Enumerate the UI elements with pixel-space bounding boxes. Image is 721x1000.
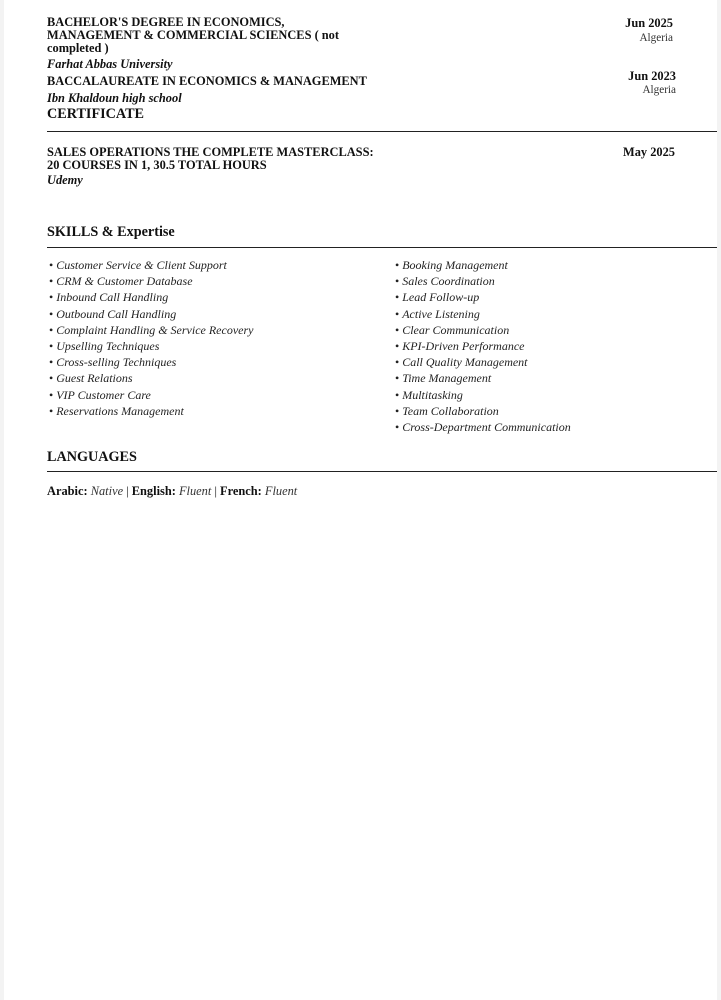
skills-divider [47,247,717,248]
certificate-heading: CERTIFICATE [47,106,144,122]
certificate-date: May 2025 [623,145,675,159]
certificate-divider [47,131,717,132]
skill-item: • Booking Management [395,257,695,273]
languages-line [47,484,297,498]
skill-item: • Customer Service & Client Support [49,257,369,273]
language-level: Native [90,484,124,498]
language-name: French: [220,484,262,498]
language-separator: | [126,484,129,498]
skill-item: • Active Listening [395,306,695,322]
skill-item: • Guest Relations [49,370,369,386]
education-2-location: Algeria [642,84,676,96]
skill-item: • VIP Customer Care [49,387,369,403]
education-1-institution: Farhat Abbas University [47,57,173,71]
skill-item: • Reservations Management [49,403,369,419]
skill-item: • CRM & Customer Database [49,273,369,289]
skill-item: • Complaint Handling & Service Recovery [49,322,369,338]
skill-item: • Upselling Techniques [49,338,369,354]
language-level: Fluent [178,484,212,498]
education-2-institution: Ibn Khaldoun high school [47,91,182,105]
certificate-title: SALES OPERATIONS THE COMPLETE MASTERCLASS: 20 COURSES IN 1, 30.5 TOTAL HOURS [47,145,374,172]
skill-item: • Outbound Call Handling [49,306,369,322]
skill-item: • Inbound Call Handling [49,289,369,305]
skills-heading: SKILLS & Expertise [47,224,175,240]
skill-item: • Team Collaboration [395,403,695,419]
language-separator: | [214,484,217,498]
skills-list-left [49,257,369,419]
skill-item: • Multitasking [395,387,695,403]
language-level: Fluent [264,484,298,498]
certificate-provider: Udemy [47,173,83,187]
education-1-location: Algeria [639,32,673,44]
languages-heading: LANGUAGES [47,449,137,465]
skills-list-right [395,257,695,435]
education-1-date: Jun 2025 [625,16,673,30]
education-2-degree-title: BACCALAUREATE IN ECONOMICS & MANAGEMENT [47,74,367,88]
skill-item: • Cross-Department Communication [395,419,695,435]
skill-item: • KPI-Driven Performance [395,338,695,354]
skill-item: • Clear Communication [395,322,695,338]
skill-item: • Cross-selling Techniques [49,354,369,370]
education-1-degree-title: BACHELOR'S DEGREE IN ECONOMICS, MANAGEMENT & COMMERCIAL SCIENCES ( not completed ) [47,15,340,55]
languages-divider [47,471,717,472]
resume-page [4,0,717,1000]
skill-item: • Time Management [395,370,695,386]
language-name: English: [131,484,176,498]
skill-item: • Sales Coordination [395,273,695,289]
language-name: Arabic: [47,484,88,498]
skill-item: • Call Quality Management [395,354,695,370]
education-2-date: Jun 2023 [628,69,676,83]
skill-item: • Lead Follow-up [395,289,695,305]
